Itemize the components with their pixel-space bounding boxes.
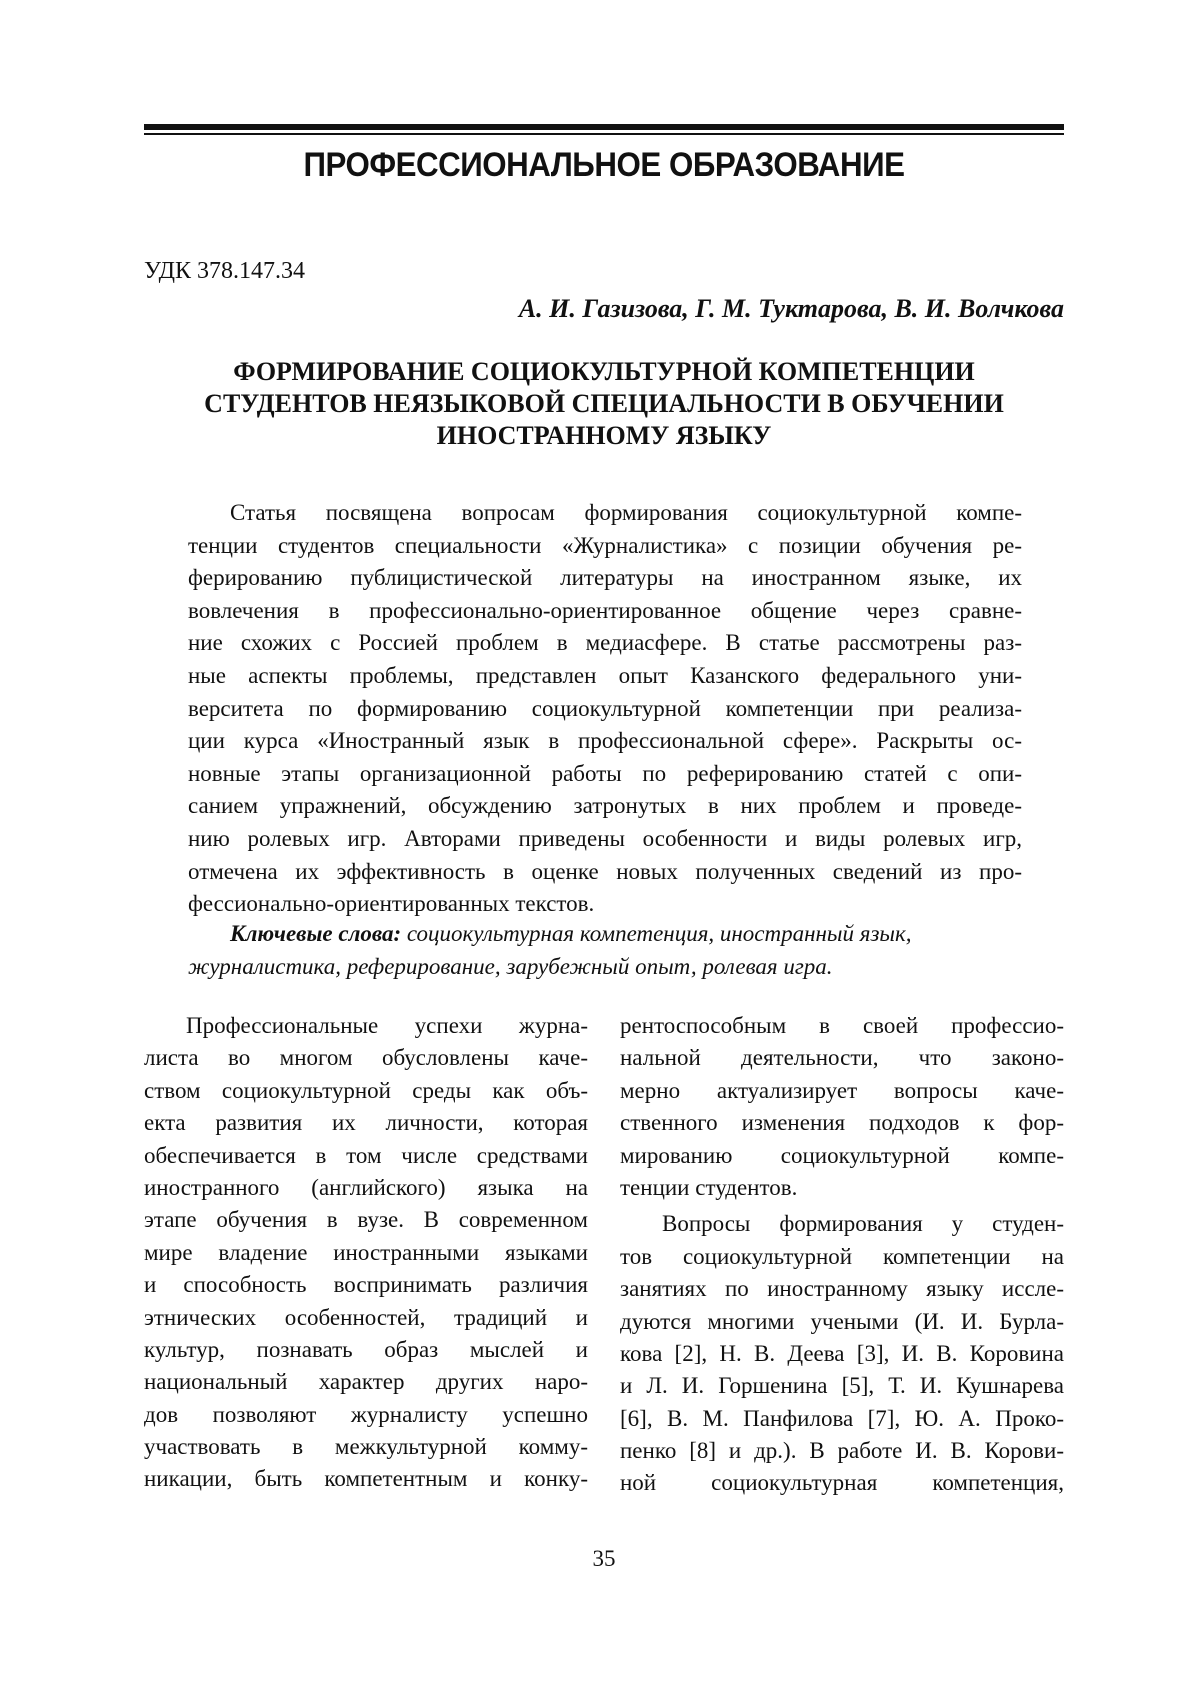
body-line: обеспечивается в том числе средствами [144, 1140, 588, 1172]
abstract-line: нию ролевых игр. Авторами приведены особенности и виды ролевых игр, [188, 823, 1022, 856]
body-line: мире владение иностранными языками [144, 1237, 588, 1269]
body-line: культур, познавать образ мыслей и [144, 1334, 588, 1366]
body-line: и Л. И. Горшенина [5], Т. И. Кушнарева [620, 1370, 1064, 1402]
keywords-line: журналистика, реферирование, зарубежный опыт, ролевая игра. [188, 951, 1022, 984]
body-line: ственного изменения подходов к фор- [620, 1107, 1064, 1139]
body-line: [6], В. М. Панфилова [7], Ю. А. Проко- [620, 1403, 1064, 1435]
page-number: 35 [144, 1546, 1064, 1572]
body-line: участвовать в межкультурной комму- [144, 1431, 588, 1463]
body-line: пенко [8] и др.). В работе И. В. Корови- [620, 1435, 1064, 1467]
abstract-line: санием упражнений, обсуждению затронутых в них проблем и проведе- [188, 790, 1022, 823]
body-line: екта развития их личности, которая [144, 1107, 588, 1139]
header-rule-thin [144, 133, 1064, 135]
abstract-line: Статья посвящена вопросам формирования социокультурной компе- [188, 497, 1022, 530]
abstract-line: вовлечения в профессионально-ориентированное общение через сравне- [188, 595, 1022, 628]
body-line: нальной деятельности, что законо- [620, 1042, 1064, 1074]
body-line: кова [2], Н. В. Деева [3], И. В. Коровина [620, 1338, 1064, 1370]
body-column-left [144, 1010, 588, 1496]
body-line: этнических особенностей, традиций и [144, 1302, 588, 1334]
abstract-line: фессионально-ориентированных текстов. [188, 888, 1022, 921]
body-line: мерно актуализирует вопросы каче- [620, 1075, 1064, 1107]
article-title-line: СТУДЕНТОВ НЕЯЗЫКОВОЙ СПЕЦИАЛЬНОСТИ В ОБУЧЕНИИ [144, 388, 1064, 420]
keywords-label: Ключевые слова: [230, 921, 401, 946]
abstract-line: ции курса «Иностранный язык в профессиональной сфере». Раскрыты ос- [188, 725, 1022, 758]
abstract-line: ние схожих с Россией проблем в медиасфере. В статье рассмотрены раз- [188, 627, 1022, 660]
body-line: ством социокультурной среды как объ- [144, 1075, 588, 1107]
body-line: рентоспособным в своей профессио- [620, 1010, 1064, 1042]
keywords-line [188, 918, 1022, 951]
udc-code: УДК 378.147.34 [144, 258, 305, 285]
body-line: занятиях по иностранному языку иссле- [620, 1273, 1064, 1305]
authors: А. И. Газизова, Г. М. Туктарова, В. И. Волчкова [144, 294, 1064, 324]
body-line: никации, быть компетентным и конку- [144, 1463, 588, 1495]
body-line: Профессиональные успехи журна- [144, 1010, 588, 1042]
body-line: тенции студентов. [620, 1172, 1064, 1204]
body-line: ной социокультурная компетенция, [620, 1467, 1064, 1499]
body-line: мированию социокультурной компе- [620, 1140, 1064, 1172]
body-line: Вопросы формирования у студен- [620, 1208, 1064, 1240]
body-line: дуются многими учеными (И. И. Бурла- [620, 1306, 1064, 1338]
abstract-line: новные этапы организационной работы по реферированию статей с опи- [188, 758, 1022, 791]
section-title: ПРОФЕССИОНАЛЬНОЕ ОБРАЗОВАНИЕ [181, 146, 1027, 185]
abstract [188, 497, 1022, 921]
body-line: и способность воспринимать различия [144, 1269, 588, 1301]
article-title [144, 356, 1064, 452]
body-column-right [620, 1010, 1064, 1500]
header-rule-thick [144, 124, 1064, 130]
keywords [188, 918, 1022, 983]
abstract-line: отмечена их эффективность в оценке новых полученных сведений из про- [188, 856, 1022, 889]
abstract-line: ные аспекты проблемы, представлен опыт Казанского федерального уни- [188, 660, 1022, 693]
abstract-line: верситета по формированию социокультурной компетенции при реализа- [188, 693, 1022, 726]
body-line: иностранного (английского) языка на [144, 1172, 588, 1204]
body-line: этапе обучения в вузе. В современном [144, 1204, 588, 1236]
body-line: тов социокультурной компетенции на [620, 1241, 1064, 1273]
abstract-line: ферированию публицистической литературы на иностранном языке, их [188, 562, 1022, 595]
keywords-text: социокультурная компетенция, иностранный язык, [401, 921, 911, 946]
article-title-line: ИНОСТРАННОМУ ЯЗЫКУ [144, 420, 1064, 452]
abstract-line: тенции студентов специальности «Журналистика» с позиции обучения ре- [188, 530, 1022, 563]
article-title-line: ФОРМИРОВАНИЕ СОЦИОКУЛЬТУРНОЙ КОМПЕТЕНЦИИ [144, 356, 1064, 388]
body-line: национальный характер других наро- [144, 1366, 588, 1398]
body-line: листа во многом обусловлены каче- [144, 1042, 588, 1074]
body-line: дов позволяют журналисту успешно [144, 1399, 588, 1431]
